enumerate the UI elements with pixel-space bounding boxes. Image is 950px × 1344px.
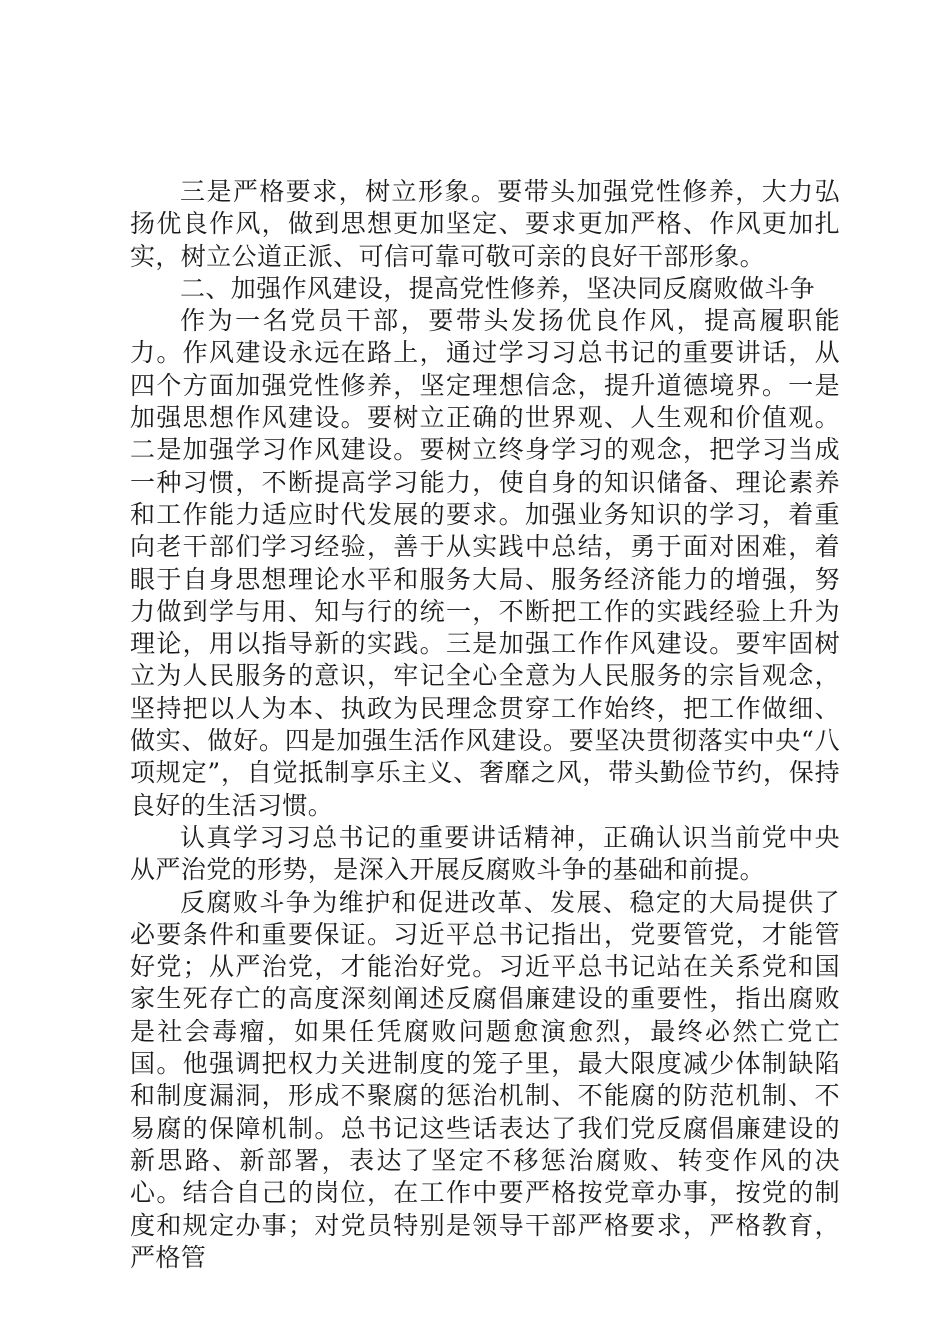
paragraph-study-speech: 认真学习习总书记的重要讲话精神，正确认识当前党中央从严治党的形势，是深入开展反腐败斗争的基础和前提。 bbox=[130, 822, 840, 885]
paragraph-anti-corruption: 反腐败斗争为维护和促进改革、发展、稳定的大局提供了必要条件和重要保证。习近平总书记指出，党要管党，才能管好党；从严治党，才能治好党。习近平总书记站在关系党和国家生死存亡的高度深刻阐述反腐倡廉建设的重要性，指出腐败是社会毒瘤，如果任凭腐败问题愈演愈烈，最终必然亡党亡国。他强调把权力关进制度的笼子里，最大限度减少体制缺陷和制度漏洞，形成不聚腐的惩治机制、不能腐的防范机制、不易腐的保障机制。总书记这些话表达了我们党反腐倡廉建设的新思路、新部署，表达了坚定不移惩治腐败、转变作风的决心。结合自己的岗位，在工作中要严格按党章办事，按党的制度和规定办事；对党员特别是领导干部严格要求，严格教育，严格管 bbox=[130, 887, 840, 1272]
section-heading-work-style: 二、加强作风建设，提高党性修养，坚决同反腐败做斗争 bbox=[180, 273, 816, 303]
document-body bbox=[130, 176, 840, 1274]
paragraph-strict-requirements: 三是严格要求，树立形象。要带头加强党性修养，大力弘扬优良作风，做到思想更加坚定、要求更加严格、作风更加扎实，树立公道正派、可信可靠可敬可亲的良好干部形象。 bbox=[130, 177, 840, 271]
paragraph-work-style-building: 作为一名党员干部，要带头发扬优良作风，提高履职能力。作风建设永远在路上，通过学习习总书记的重要讲话，从四个方面加强党性修养，坚定理想信念，提升道德境界。一是加强思想作风建设。要树立正确的世界观、人生观和价值观。二是加强学习作风建设。要树立终身学习的观念，把学习当成一种习惯，不断提高学习能力，使自身的知识储备、理论素养和工作能力适应时代发展的要求。加强业务知识的学习，着重向老干部们学习经验，善于从实践中总结，勇于面对困难，着眼于自身思想理论水平和服务大局、服务经济能力的增强，努力做到学与用、知与行的统一，不断把工作的实践经验上升为理论，用以指导新的实践。三是加强工作作风建设。要牢固树立为人民服务的意识，牢记全心全意为人民服务的宗旨观念，坚持把以人为本、执政为民理念贯穿工作始终，把工作做细、做实、做好。四是加强生活作风建设。要坚决贯彻落实中央“八项规定”，自觉抵制享乐主义、奢靡之风，带头勤俭节约，保持良好的生活习惯。 bbox=[130, 306, 840, 820]
